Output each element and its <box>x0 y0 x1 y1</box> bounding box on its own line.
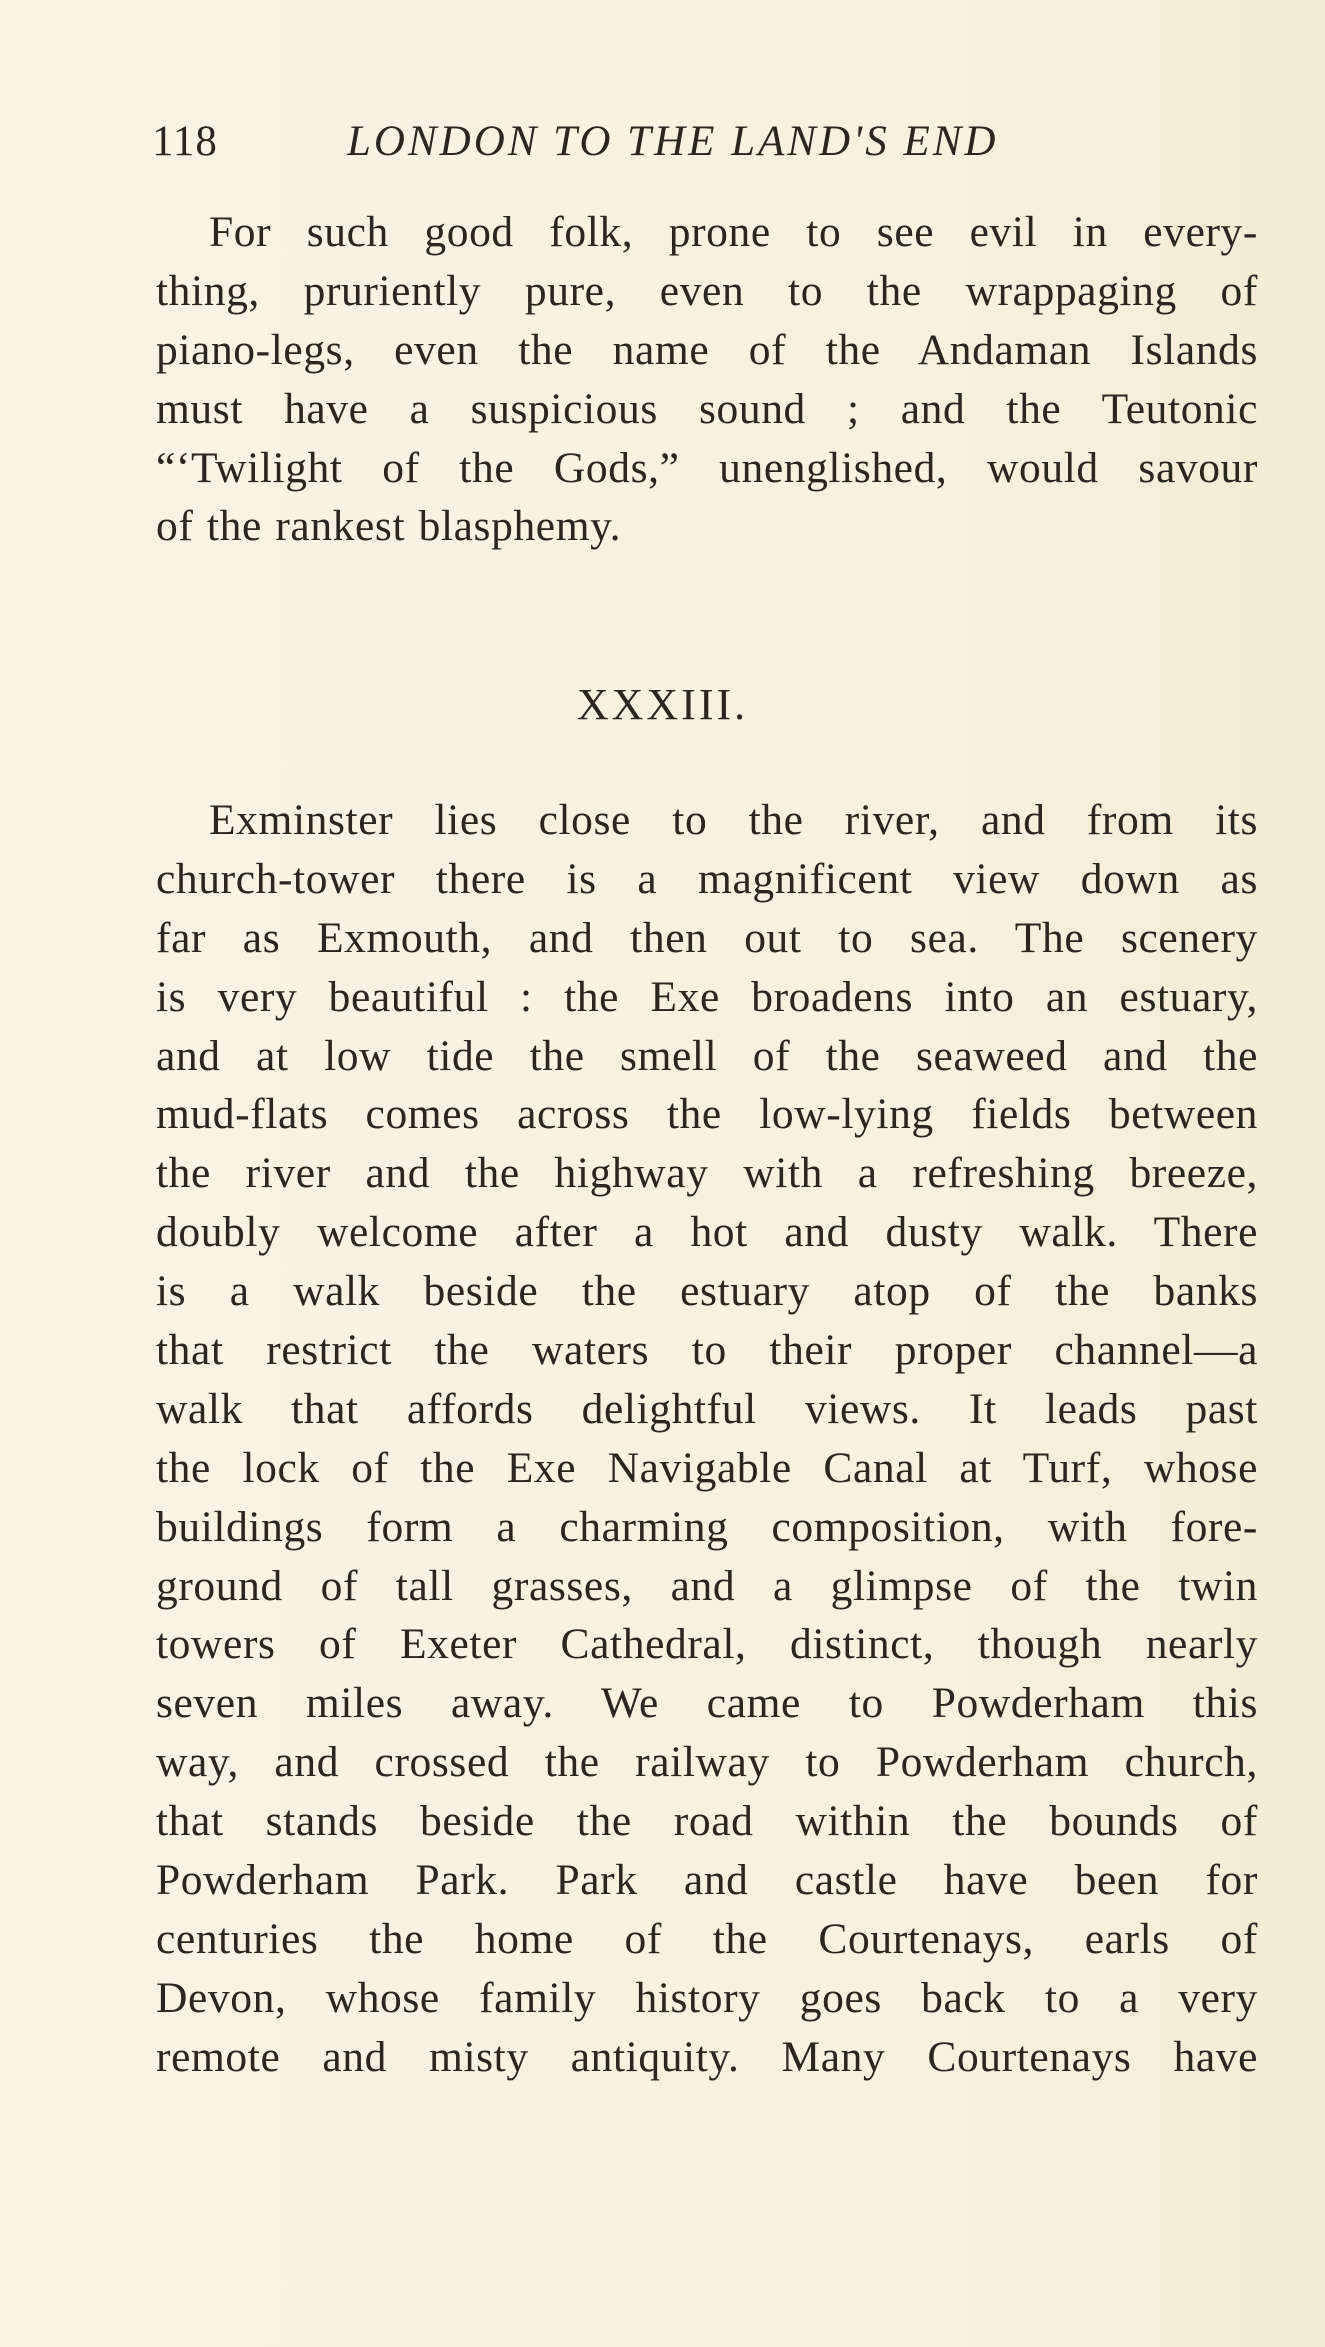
text-line: the river and the highway with a refreshing breeze, <box>156 1149 1258 1198</box>
running-title: LONDON TO THE LAND'S END <box>347 118 999 165</box>
text-line: thing, pruriently pure, even to the wrappaging of <box>156 266 1258 315</box>
text-line: centuries the home of the Courtenays, earls of <box>156 1914 1258 1963</box>
text-line: walk that affords delightful views. It leads past <box>156 1384 1258 1433</box>
text-line: of the rankest blasphemy. <box>156 502 622 551</box>
text-line: Powderham Park. Park and castle have been for <box>156 1856 1258 1905</box>
text-line: church-tower there is a magnificent view down as <box>156 854 1258 903</box>
text-line: is a walk beside the estuary atop of the banks <box>156 1267 1258 1316</box>
text-line: piano-legs, even the name of the Andaman Islands <box>156 325 1258 374</box>
paragraph-continued <box>156 203 1258 556</box>
text-line: Devon, whose family history goes back to a very <box>156 1973 1258 2022</box>
text-line: that restrict the waters to their proper channel—a <box>156 1326 1258 1375</box>
text-line: the lock of the Exe Navigable Canal at Turf, whose <box>156 1443 1258 1492</box>
running-header <box>152 112 1257 172</box>
text-line: doubly welcome after a hot and dusty walk. There <box>156 1208 1258 1257</box>
paragraph-exminster <box>156 791 1258 2087</box>
text-line: that stands beside the road within the bounds of <box>156 1797 1258 1846</box>
text-line: Exminster lies close to the river, and from its <box>209 796 1258 844</box>
text-line: “‘Twilight of the Gods,” unenglished, would savour <box>156 443 1258 492</box>
page-number: 118 <box>152 118 218 165</box>
text-line: way, and crossed the railway to Powderham church, <box>156 1738 1258 1787</box>
text-line: towers of Exeter Cathedral, distinct, though nearly <box>156 1620 1258 1669</box>
text-line: For such good folk, prone to see evil in every- <box>209 208 1258 256</box>
text-line: is very beautiful : the Exe broadens into an estuary, <box>156 972 1258 1021</box>
text-line: far as Exmouth, and then out to sea. The scenery <box>156 913 1258 962</box>
text-line: mud-flats comes across the low-lying fields between <box>156 1090 1258 1139</box>
text-line: remote and misty antiquity. Many Courtenays have <box>156 2032 1258 2081</box>
section-heading: XXXIII. <box>576 680 749 729</box>
text-line: ground of tall grasses, and a glimpse of the twin <box>156 1561 1258 1610</box>
text-line: seven miles away. We came to Powderham this <box>156 1679 1258 1728</box>
text-line: and at low tide the smell of the seaweed and the <box>156 1031 1258 1080</box>
text-line: must have a suspicious sound ; and the Teutonic <box>156 384 1258 433</box>
text-line: buildings form a charming composition, with fore- <box>156 1502 1258 1551</box>
